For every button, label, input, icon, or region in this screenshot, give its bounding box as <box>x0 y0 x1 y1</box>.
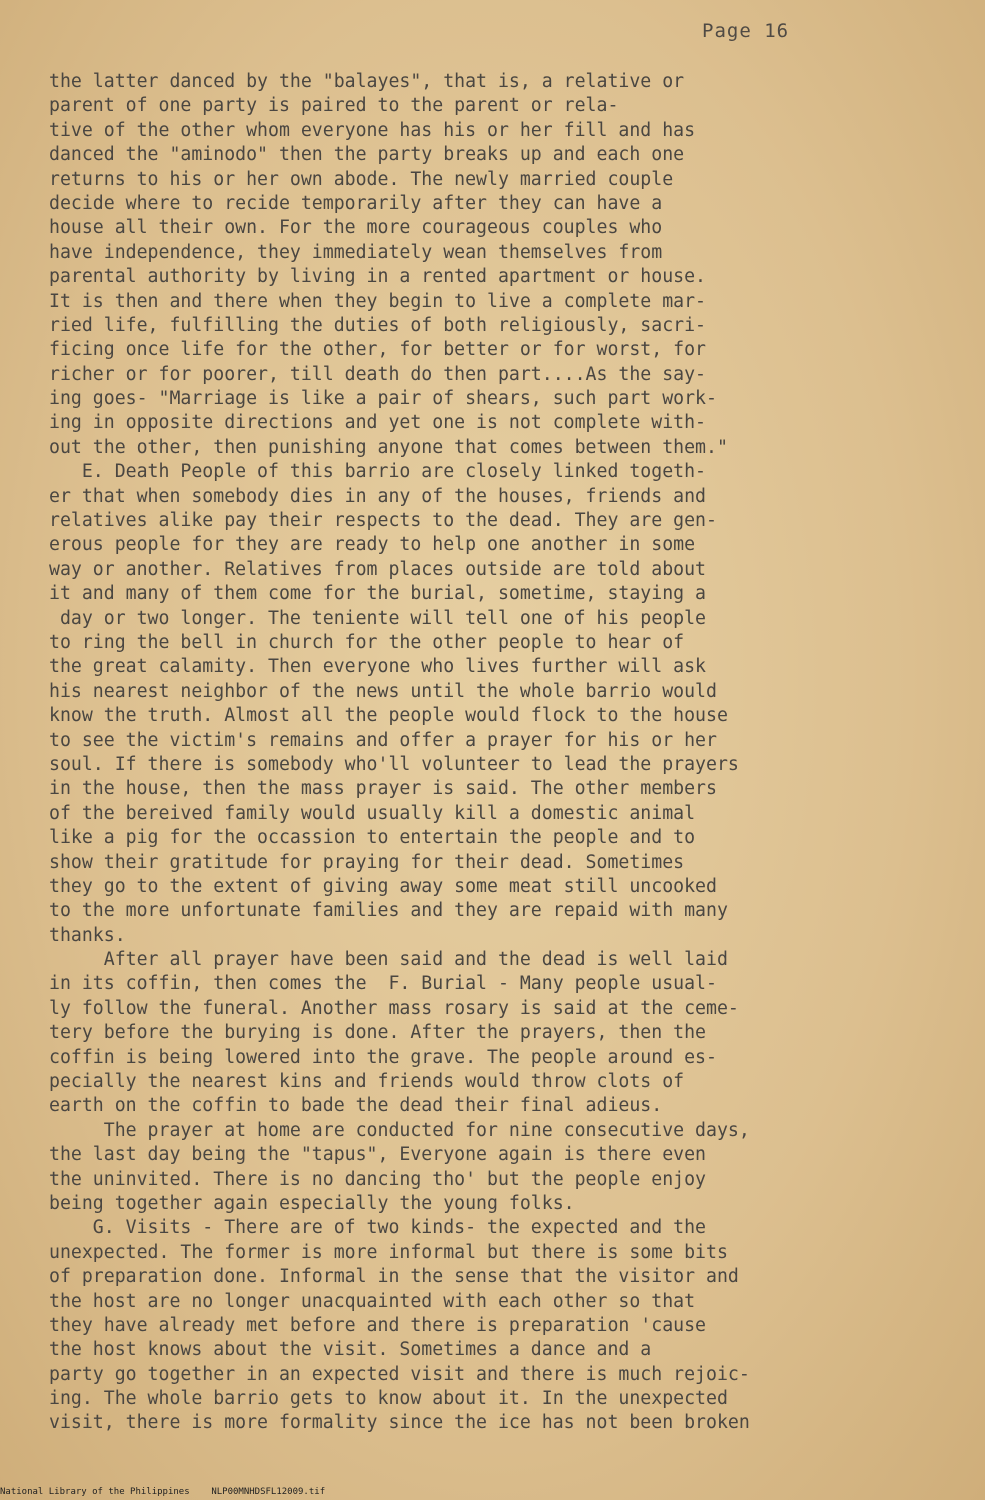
text-line: richer or for poorer, till death do then part....As the say- <box>49 363 706 385</box>
text-line: G. Visits - There are of two kinds- the expected and the <box>49 1217 706 1239</box>
text-line: ing goes- "Marriage is like a pair of shears, such part work- <box>49 388 717 410</box>
text-line: ried life, fulfilling the duties of both religiously, sacri- <box>49 314 706 336</box>
text-line: they go to the extent of giving away some meat still uncooked <box>49 875 717 897</box>
text-line: house all their own. For the more courageous couples who <box>49 217 663 239</box>
text-line: of the bereived family would usually kill a domestic animal <box>49 802 696 824</box>
text-line: tery before the burying is done. After the prayers, then the <box>49 1022 706 1044</box>
text-line: pecially the nearest kins and friends would throw clots of <box>49 1071 685 1093</box>
text-line: thanks. <box>49 924 126 946</box>
text-line: to see the victim's remains and offer a prayer for his or her <box>49 729 717 751</box>
text-line: the great calamity. Then everyone who lives further will ask <box>49 656 706 678</box>
text-line: It is then and there when they begin to live a complete mar- <box>49 290 706 312</box>
text-line: have independence, they immediately wean themselves from <box>49 241 663 263</box>
text-line: unexpected. The former is more informal but there is some bits <box>49 1241 728 1263</box>
text-line: the host knows about the visit. Sometimes a dance and a <box>49 1339 652 1361</box>
text-line: After all prayer have been said and the dead is well laid <box>49 949 728 971</box>
body-text <box>49 70 974 1436</box>
text-line: earth on the coffin to bade the dead their final adieus. <box>49 1095 663 1117</box>
text-line: soul. If there is somebody who'll volunteer to lead the prayers <box>49 753 739 775</box>
text-line: relatives alike pay their respects to the dead. They are gen- <box>49 510 717 532</box>
text-line: the latter danced by the "balayes", that is, a relative or <box>49 71 685 92</box>
text-line: tive of the other whom everyone has his or her fill and has <box>49 119 696 141</box>
text-line: visit, there is more formality since the ice has not been broken <box>49 1412 750 1434</box>
text-line: it and many of them come for the burial, sometime, staying a <box>49 583 706 605</box>
text-line: the last day being the "tapus", Everyone again is there even <box>49 1144 706 1166</box>
text-line: party go together in an expected visit and there is much rejoic- <box>49 1363 750 1385</box>
text-line: coffin is being lowered into the grave. The people around es- <box>49 1046 717 1068</box>
page-number: Page 16 <box>702 20 790 42</box>
text-line: ly follow the funeral. Another mass rosary is said at the ceme- <box>49 997 739 1019</box>
text-line: decide where to recide temporarily after they can have a <box>49 192 663 214</box>
text-line: show their gratitude for praying for their dead. Sometimes <box>49 851 685 873</box>
text-line: of preparation done. Informal in the sense that the visitor and <box>49 1266 739 1288</box>
text-line: like a pig for the occassion to entertain the people and to <box>49 827 696 849</box>
text-line: know the truth. Almost all the people would flock to the house <box>49 705 728 727</box>
text-line: to ring the bell in church for the other people to hear of <box>49 631 685 653</box>
text-line: E. Death People of this barrio are closely linked togeth- <box>49 461 706 483</box>
text-line: out the other, then punishing anyone that comes between them." <box>49 436 728 458</box>
text-line: parent of one party is paired to the parent or rela- <box>49 95 619 117</box>
text-line: the host are no longer unacquainted with each other so that <box>49 1290 696 1312</box>
text-line: The prayer at home are conducted for nine consecutive days, <box>49 1119 750 1141</box>
text-line: they have already met before and there is preparation 'cause <box>49 1314 706 1336</box>
text-line: way or another. Relatives from places outside are told about <box>49 558 706 580</box>
text-line: parental authority by living in a rented apartment or house. <box>49 266 706 288</box>
archive-footer: National Library of the Philippines NLP00MNHDSFL12009.tif <box>0 1487 326 1497</box>
text-line: danced the "aminodo" then the party breaks up and each one <box>49 144 685 166</box>
text-line: to the more unfortunate families and they are repaid with many <box>49 900 728 922</box>
text-line: returns to his or her own abode. The newly married couple <box>49 168 674 190</box>
text-line: the uninvited. There is no dancing tho' but the people enjoy <box>49 1168 706 1190</box>
text-line: er that when somebody dies in any of the houses, friends and <box>49 485 706 507</box>
text-line: in its coffin, then comes the F. Burial - Many people usual- <box>49 973 717 995</box>
text-line: ing in opposite directions and yet one is not complete with- <box>49 412 706 434</box>
text-line: ficing once life for the other, for better or for worst, for <box>49 339 706 361</box>
text-line: day or two longer. The teniente will tell one of his people <box>49 607 706 629</box>
text-line: his nearest neighbor of the news until the whole barrio would <box>49 680 717 702</box>
text-line: being together again especially the young folks. <box>49 1192 575 1214</box>
text-line: ing. The whole barrio gets to know about it. In the unexpected <box>49 1388 728 1410</box>
text-line: in the house, then the mass prayer is said. The other members <box>49 778 717 800</box>
text-line: erous people for they are ready to help one another in some <box>49 534 696 556</box>
